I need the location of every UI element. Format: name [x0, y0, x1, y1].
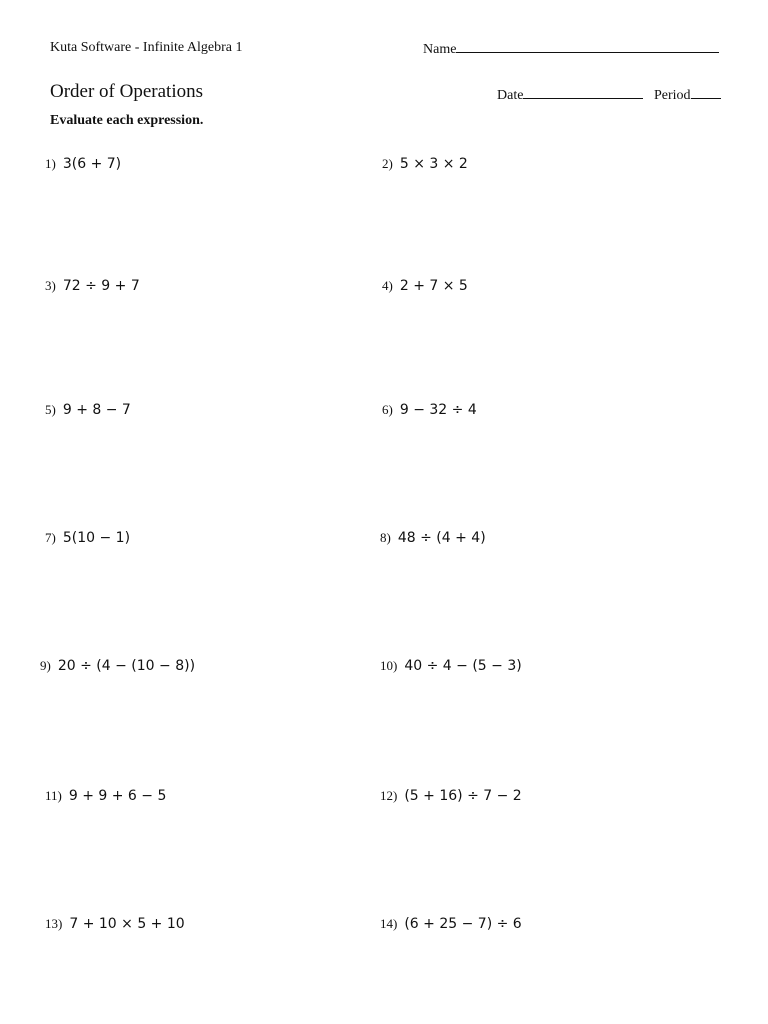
period-field[interactable]: [654, 86, 721, 104]
problem-expression: 9 + 8 − 7: [62, 402, 131, 418]
period-label: Period: [654, 88, 691, 103]
problem-13: [45, 915, 185, 933]
problem-10: [380, 657, 522, 675]
problem-number: 11): [45, 788, 62, 803]
problem-expression: 2 + 7 × 5: [399, 278, 468, 294]
problem-expression: (6 + 25 − 7) ÷ 6: [404, 916, 522, 932]
problem-number: 13): [45, 916, 63, 931]
problem-expression: 48 ÷ (4 + 4): [397, 530, 486, 546]
problem-2: [382, 155, 468, 173]
problem-12: [380, 787, 522, 805]
problem-9: [40, 657, 195, 675]
problem-6: [382, 401, 477, 419]
problem-expression: 20 ÷ (4 − (10 − 8)): [57, 658, 196, 674]
date-label: Date: [497, 88, 524, 103]
name-field[interactable]: [423, 40, 719, 58]
problem-number: 14): [380, 916, 398, 931]
instructions: Evaluate each expression.: [50, 113, 204, 128]
problem-number: 3): [45, 278, 56, 293]
problem-expression: 9 − 32 ÷ 4: [399, 402, 477, 418]
problem-4: [382, 277, 468, 295]
problem-number: 10): [380, 658, 398, 673]
problem-number: 5): [45, 402, 56, 417]
problem-number: 6): [382, 402, 393, 417]
problem-5: [45, 401, 131, 419]
date-field[interactable]: [497, 86, 643, 104]
page-title: Order of Operations: [50, 81, 204, 102]
name-blank[interactable]: [456, 40, 719, 53]
problem-expression: (5 + 16) ÷ 7 − 2: [404, 788, 522, 804]
problem-expression: 3(6 + 7): [62, 156, 122, 172]
period-blank[interactable]: [691, 86, 721, 99]
problem-number: 9): [40, 658, 51, 673]
problem-14: [380, 915, 522, 933]
problem-expression: 72 ÷ 9 + 7: [62, 278, 140, 294]
problem-number: 4): [382, 278, 393, 293]
problem-number: 12): [380, 788, 398, 803]
problem-expression: 5 × 3 × 2: [399, 156, 468, 172]
publisher-label: Kuta Software - Infinite Algebra 1: [50, 40, 243, 55]
problem-expression: 9 + 9 + 6 − 5: [68, 788, 167, 804]
name-label: Name: [423, 42, 457, 57]
problem-number: 1): [45, 156, 56, 171]
problem-11: [45, 787, 166, 805]
problem-7: [45, 529, 130, 547]
date-blank[interactable]: [523, 86, 643, 99]
problem-expression: 5(10 − 1): [62, 530, 131, 546]
problem-expression: 40 ÷ 4 − (5 − 3): [404, 658, 522, 674]
problem-8: [380, 529, 486, 547]
problem-number: 2): [382, 156, 393, 171]
problem-1: [45, 155, 121, 173]
problem-3: [45, 277, 140, 295]
problem-expression: 7 + 10 × 5 + 10: [69, 916, 185, 932]
problem-number: 8): [380, 530, 391, 545]
problem-number: 7): [45, 530, 56, 545]
